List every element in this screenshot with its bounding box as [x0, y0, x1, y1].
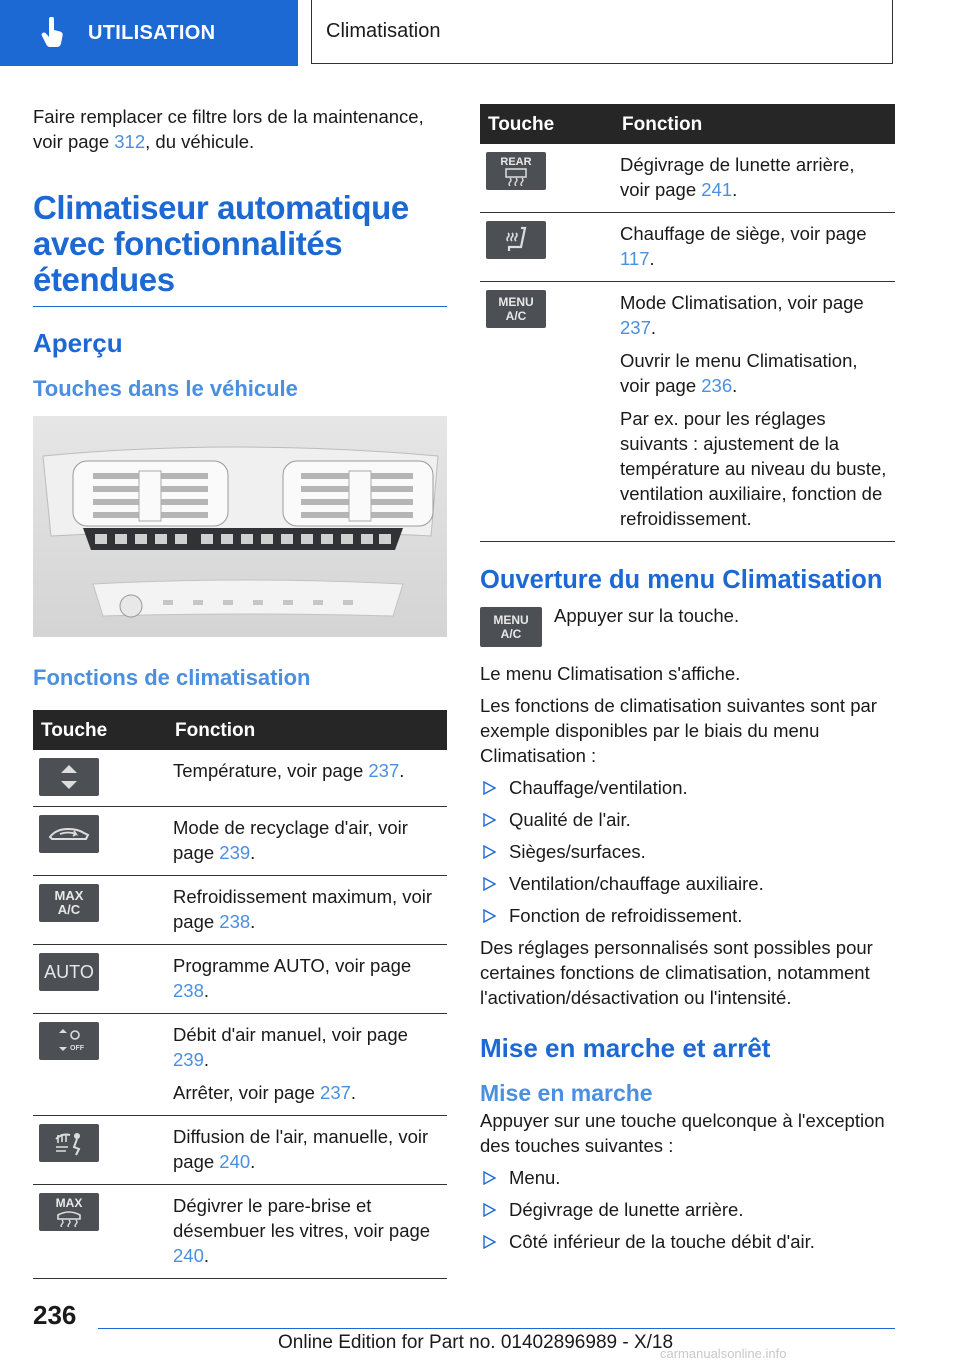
left-column	[33, 104, 447, 1279]
heading-fonctions: Fonctions de climatisation	[33, 665, 311, 690]
exception-list	[480, 1165, 895, 1254]
function-text: Refroidissement maximum, voir page 238.	[173, 886, 433, 932]
main-title-block	[33, 190, 447, 307]
column-header-key: Touche	[480, 104, 614, 144]
affiche-text: Le menu Climatisation s'affiche.	[480, 663, 741, 684]
auto-icon: AUTO	[39, 953, 99, 991]
list-item: Menu.	[480, 1165, 895, 1190]
triangle-bullet-icon	[482, 845, 496, 859]
function-text: Mode Climatisation, voir page 237.	[620, 292, 864, 338]
function-text: Ouvrir le menu Climatisation, voir page 236.	[620, 350, 858, 396]
heading-mise-en-marche: Mise en marche	[480, 1080, 653, 1106]
table-row	[33, 1185, 447, 1279]
menu-key-row	[480, 607, 895, 647]
table-row	[480, 282, 895, 542]
function-text: Température, voir page 237.	[173, 760, 405, 781]
function-text: Arrêter, voir page 237.	[173, 1082, 357, 1103]
table-row	[33, 750, 447, 807]
page-link[interactable]: 239	[173, 1049, 204, 1070]
triangle-bullet-icon	[482, 1203, 496, 1217]
section-label: UTILISATION	[88, 21, 216, 44]
footer-divider	[98, 1328, 895, 1329]
list-item: Côté inférieur de la touche débit d'air.	[480, 1229, 895, 1254]
table-row	[480, 144, 895, 213]
functions-table-1	[33, 710, 447, 1279]
page-link[interactable]: 237	[368, 760, 400, 781]
table-row	[33, 1116, 447, 1185]
table-row	[33, 876, 447, 945]
triangle-bullet-icon	[482, 781, 496, 795]
menu-ac-icon: MENU A/C	[480, 607, 542, 647]
page-link[interactable]: 117	[620, 248, 650, 269]
seat-heating-icon	[486, 221, 546, 259]
table-row	[480, 213, 895, 282]
function-text: Dégivrer le pare-brise et désembuer les vitres, voir page 240.	[173, 1195, 431, 1266]
function-text: Mode de recyclage d'air, voir page 239.	[173, 817, 408, 863]
edition-text: Online Edition for Part no. 01402896989 - X/18	[278, 1332, 674, 1353]
rear-defrost-icon: REAR	[486, 152, 546, 190]
table-row	[33, 807, 447, 876]
watermark: carmanualsonline.info	[660, 1346, 787, 1361]
appuyer-text: Appuyer sur la touche.	[554, 605, 740, 626]
intro-paragraph: Faire remplacer ce filtre lors de la maintenance, voir page 312, du véhicule.	[33, 106, 424, 152]
page-number: 236	[33, 1300, 77, 1330]
reglages-text: Des réglages personnalisés sont possibles pour certaines fonctions de climatisation, notamment l'activation/désactivation ou l'intensité.	[480, 937, 873, 1008]
heading-touches: Touches dans le véhicule	[33, 376, 298, 401]
right-column	[480, 104, 895, 1254]
function-text: Par ex. pour les réglages suivants : ajustement de la température au niveau du buste, ventilation auxiliaire, fonction de refroidissement.	[620, 408, 887, 529]
page-link[interactable]: 239	[219, 842, 251, 863]
function-text: Programme AUTO, voir page 238.	[173, 955, 412, 1001]
page-link[interactable]: 238	[219, 911, 251, 932]
hand-pointer-icon	[38, 16, 68, 50]
heading-apercu: Aperçu	[33, 328, 123, 358]
temperature-arrows-icon	[39, 758, 99, 796]
fan-off-icon	[39, 1022, 99, 1060]
table-row	[33, 945, 447, 1014]
triangle-bullet-icon	[482, 1171, 496, 1185]
page-link[interactable]: 238	[173, 980, 204, 1001]
list-item: Fonction de refroidissement.	[480, 903, 895, 928]
column-header-function: Fonction	[614, 104, 895, 144]
climate-menu-list	[480, 775, 895, 928]
column-header-key: Touche	[33, 710, 167, 750]
function-text: Débit d'air manuel, voir page 239.	[173, 1024, 408, 1070]
column-header-function: Fonction	[167, 710, 447, 750]
function-text: Chauffage de siège, voir page 117.	[620, 223, 867, 269]
table-row	[33, 1014, 447, 1116]
heading-ouverture: Ouverture du menu Climatisation	[480, 566, 883, 594]
page-link[interactable]: 237	[620, 317, 651, 338]
function-text: Diffusion de l'air, manuelle, voir page 240.	[173, 1126, 429, 1172]
functions-table-2	[480, 104, 895, 542]
list-item: Chauffage/ventilation.	[480, 775, 895, 800]
triangle-bullet-icon	[482, 813, 496, 827]
section-tab[interactable]	[0, 0, 298, 66]
page-link[interactable]: 237	[320, 1082, 351, 1103]
table-header-row	[480, 104, 895, 144]
page-link[interactable]: 312	[114, 131, 146, 152]
table-header-row	[33, 710, 447, 750]
list-item: Sièges/surfaces.	[480, 839, 895, 864]
list-item: Ventilation/chauffage auxiliaire.	[480, 871, 895, 896]
max-defrost-icon: MAX	[39, 1193, 99, 1231]
list-item: Dégivrage de lunette arrière.	[480, 1197, 895, 1222]
max-ac-icon: MAX A/C	[39, 884, 99, 922]
dashboard-photo	[33, 416, 447, 637]
menu-ac-icon: MENU A/C	[486, 290, 546, 328]
main-title: Climatiseur automatique avec fonctionnalités étendues	[33, 189, 409, 298]
mise-text: Appuyer sur une touche quelconque à l'exception des touches suivantes :	[480, 1110, 885, 1156]
svg-text:OFF: OFF	[70, 1045, 84, 1052]
function-text: Dégivrage de lunette arrière, voir page 241.	[620, 154, 855, 200]
chapter-label: Climatisation	[326, 20, 441, 42]
air-distribution-icon	[39, 1124, 99, 1162]
list-item: Qualité de l'air.	[480, 807, 895, 832]
page-link[interactable]: 240	[173, 1245, 204, 1266]
fonctions-intro: Les fonctions de climatisation suivantes sont par exemple disponibles par le biais du menu Climatisation :	[480, 695, 877, 766]
page-link[interactable]: 241	[701, 179, 733, 200]
chapter-tab[interactable]	[311, 0, 893, 64]
triangle-bullet-icon	[482, 909, 496, 923]
page-link[interactable]: 240	[219, 1151, 251, 1172]
triangle-bullet-icon	[482, 877, 496, 891]
heading-mise-en-marche-arret: Mise en marche et arrêt	[480, 1033, 771, 1063]
air-recirculation-icon	[39, 815, 99, 853]
triangle-bullet-icon	[482, 1235, 496, 1249]
page-link[interactable]: 236	[701, 375, 733, 396]
